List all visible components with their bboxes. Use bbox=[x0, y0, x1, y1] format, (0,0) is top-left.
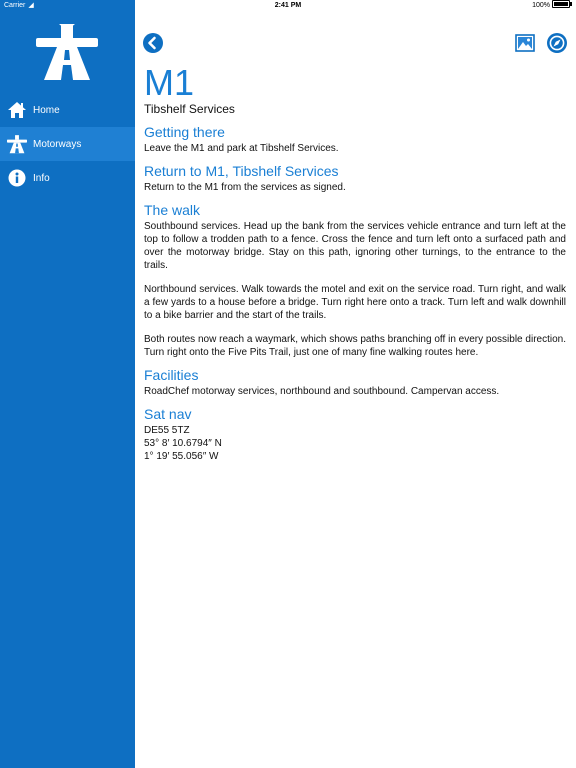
motorway-icon bbox=[7, 134, 27, 154]
compass-icon bbox=[547, 33, 567, 53]
back-icon bbox=[143, 33, 163, 53]
section-body-getting-there: Leave the M1 and park at Tibshelf Services. bbox=[144, 143, 339, 154]
content bbox=[144, 64, 566, 463]
sidebar-item-label: Motorways bbox=[33, 138, 82, 150]
back-button[interactable] bbox=[143, 33, 163, 53]
walk-paragraph: Northbound services. Walk towards the motel and exit on the service road. Turn right, and walk a few yards to a house before a bridge. Turn right here onto a track. Turn left and walk downhill to a bike barrier and the start of the trails. bbox=[144, 284, 566, 321]
section-heading-walk: The walk bbox=[144, 202, 201, 218]
battery-percent: 100% bbox=[532, 2, 550, 9]
sidebar-nav bbox=[0, 93, 135, 195]
sidebar-item-label: Info bbox=[33, 172, 50, 184]
sidebar-item-label: Home bbox=[33, 104, 60, 116]
main-panel bbox=[135, 0, 576, 768]
section-heading-getting-there: Getting there bbox=[144, 124, 225, 140]
sat-nav-latitude: 53° 8′ 10.6794″ N bbox=[144, 438, 222, 449]
section-heading-sat-nav: Sat nav bbox=[144, 406, 192, 422]
status-bar bbox=[0, 0, 576, 12]
section-heading-facilities: Facilities bbox=[144, 367, 199, 383]
image-button[interactable] bbox=[515, 34, 535, 52]
section-body-return: Return to the M1 from the services as signed. bbox=[144, 182, 346, 193]
battery-icon bbox=[552, 0, 570, 8]
compass-button[interactable] bbox=[547, 33, 567, 53]
sidebar bbox=[0, 0, 135, 768]
sidebar-item-motorways[interactable] bbox=[0, 127, 135, 161]
section-body-facilities: RoadChef motorway services, northbound and southbound. Campervan access. bbox=[144, 386, 500, 397]
page-subtitle: Tibshelf Services bbox=[144, 102, 235, 116]
status-right bbox=[532, 0, 570, 12]
info-icon bbox=[7, 168, 27, 188]
section-heading-return: Return to M1, Tibshelf Services bbox=[144, 163, 339, 179]
carrier-label: Carrier bbox=[4, 2, 26, 9]
walk-paragraph: Both routes now reach a waymark, which shows paths branching off in every possible direction. Turn right onto the Five Pits Trail, just one of many fine walking routes here. bbox=[144, 334, 566, 358]
sidebar-item-info[interactable] bbox=[0, 161, 135, 195]
page-title: M1 bbox=[144, 62, 195, 103]
sat-nav-longitude: 1° 19′ 55.056″ W bbox=[144, 451, 219, 462]
motorway-logo-icon bbox=[36, 24, 98, 82]
sat-nav-postcode: DE55 5TZ bbox=[144, 425, 190, 436]
wifi-icon: ◢ bbox=[28, 2, 34, 9]
walk-paragraph: Southbound services. Head up the bank from the services vehicle entrance and turn left at the top to follow a trodden path to a fence. Cross the fence and turn left onto a surfaced path and over the motorway bridge. Stay on this path, ignoring other turnings, to the entrance to the trails. bbox=[144, 221, 566, 271]
status-time: 2:41 PM bbox=[274, 2, 302, 9]
sidebar-item-home[interactable] bbox=[0, 93, 135, 127]
home-icon bbox=[7, 100, 27, 120]
image-icon bbox=[515, 34, 535, 52]
